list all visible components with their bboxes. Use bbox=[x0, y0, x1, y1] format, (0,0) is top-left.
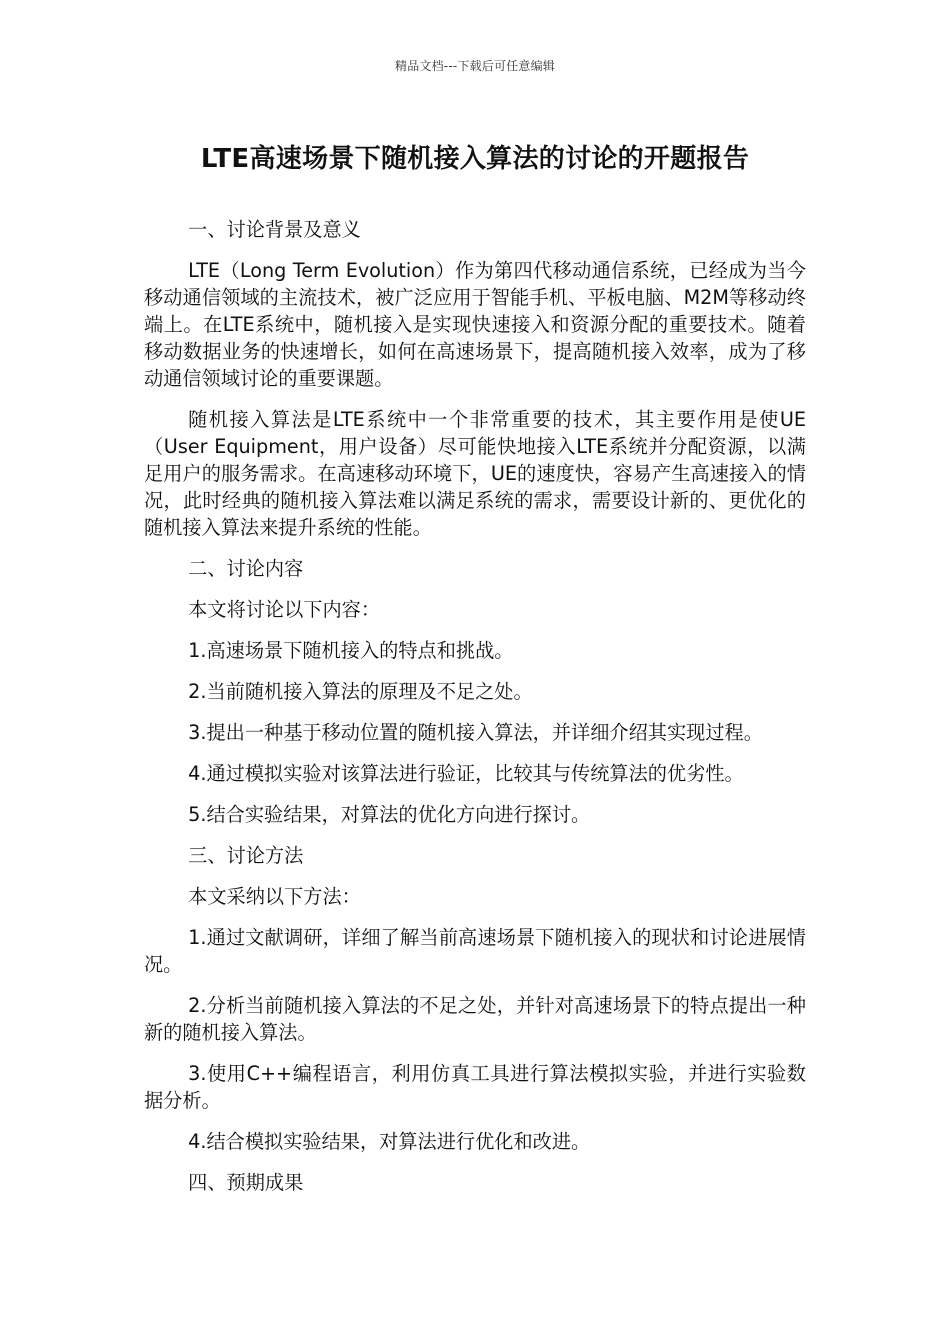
section-background bbox=[144, 216, 806, 541]
body-paragraph: 本文将讨论以下内容： bbox=[188, 598, 381, 621]
list-item: 4.通过模拟实验对该算法进行验证，比较其与传统算法的优劣性。 bbox=[188, 762, 744, 785]
list-item: 2.分析当前随机接入算法的不足之处，并针对高速场景下的特点提出一种新的随机接入算法。 bbox=[144, 994, 806, 1044]
list-item: 2.当前随机接入算法的原理及不足之处。 bbox=[188, 680, 533, 703]
list-item: 3.提出一种基于移动位置的随机接入算法，并详细介绍其实现过程。 bbox=[188, 721, 763, 744]
section-heading: 三、讨论方法 bbox=[188, 844, 304, 867]
section-expected-results bbox=[144, 1169, 806, 1196]
list-item: 1.通过文献调研，详细了解当前高速场景下随机接入的现状和讨论进展情况。 bbox=[144, 926, 806, 976]
document-body bbox=[144, 216, 806, 1210]
body-paragraph: 本文采纳以下方法： bbox=[188, 885, 361, 908]
list-item: 5.结合实验结果，对算法的优化方向进行探讨。 bbox=[188, 803, 591, 826]
page-header: 精品文档---下载后可任意编辑 bbox=[395, 59, 555, 73]
body-paragraph: 随机接入算法是LTE系统中一个非常重要的技术，其主要作用是使UE（User Equipment，用户设备）尽可能快地接入LTE系统并分配资源，以满足用户的服务需求。在高速移动环境下，UE的速度快，容易产生高速接入的情况，此时经典的随机接入算法难以满足系统的需求，需要设计新的、更优化的随机接入算法来提升系统的性能。 bbox=[144, 408, 806, 539]
list-item: 3.使用C++编程语言，利用仿真工具进行算法模拟实验，并进行实验数据分析。 bbox=[144, 1062, 806, 1112]
section-heading: 一、讨论背景及意义 bbox=[188, 218, 361, 241]
body-paragraph: LTE（Long Term Evolution）作为第四代移动通信系统，已经成为当今移动通信领域的主流技术，被广泛应用于智能手机、平板电脑、M2M等移动终端上。在LTE系统中，随机接入是实现快速接入和资源分配的重要技术。随着移动数据业务的快速增长，如何在高速场景下，提高随机接入效率，成为了移动通信领域讨论的重要课题。 bbox=[144, 259, 806, 390]
list-item: 1.高速场景下随机接入的特点和挑战。 bbox=[188, 639, 514, 662]
section-heading: 二、讨论内容 bbox=[188, 557, 304, 580]
list-item: 4.结合模拟实验结果，对算法进行优化和改进。 bbox=[188, 1130, 591, 1153]
section-content bbox=[144, 555, 806, 828]
section-heading: 四、预期成果 bbox=[188, 1171, 304, 1194]
section-method bbox=[144, 842, 806, 1155]
document-title: LTE高速场景下随机接入算法的讨论的开题报告 bbox=[200, 144, 750, 174]
